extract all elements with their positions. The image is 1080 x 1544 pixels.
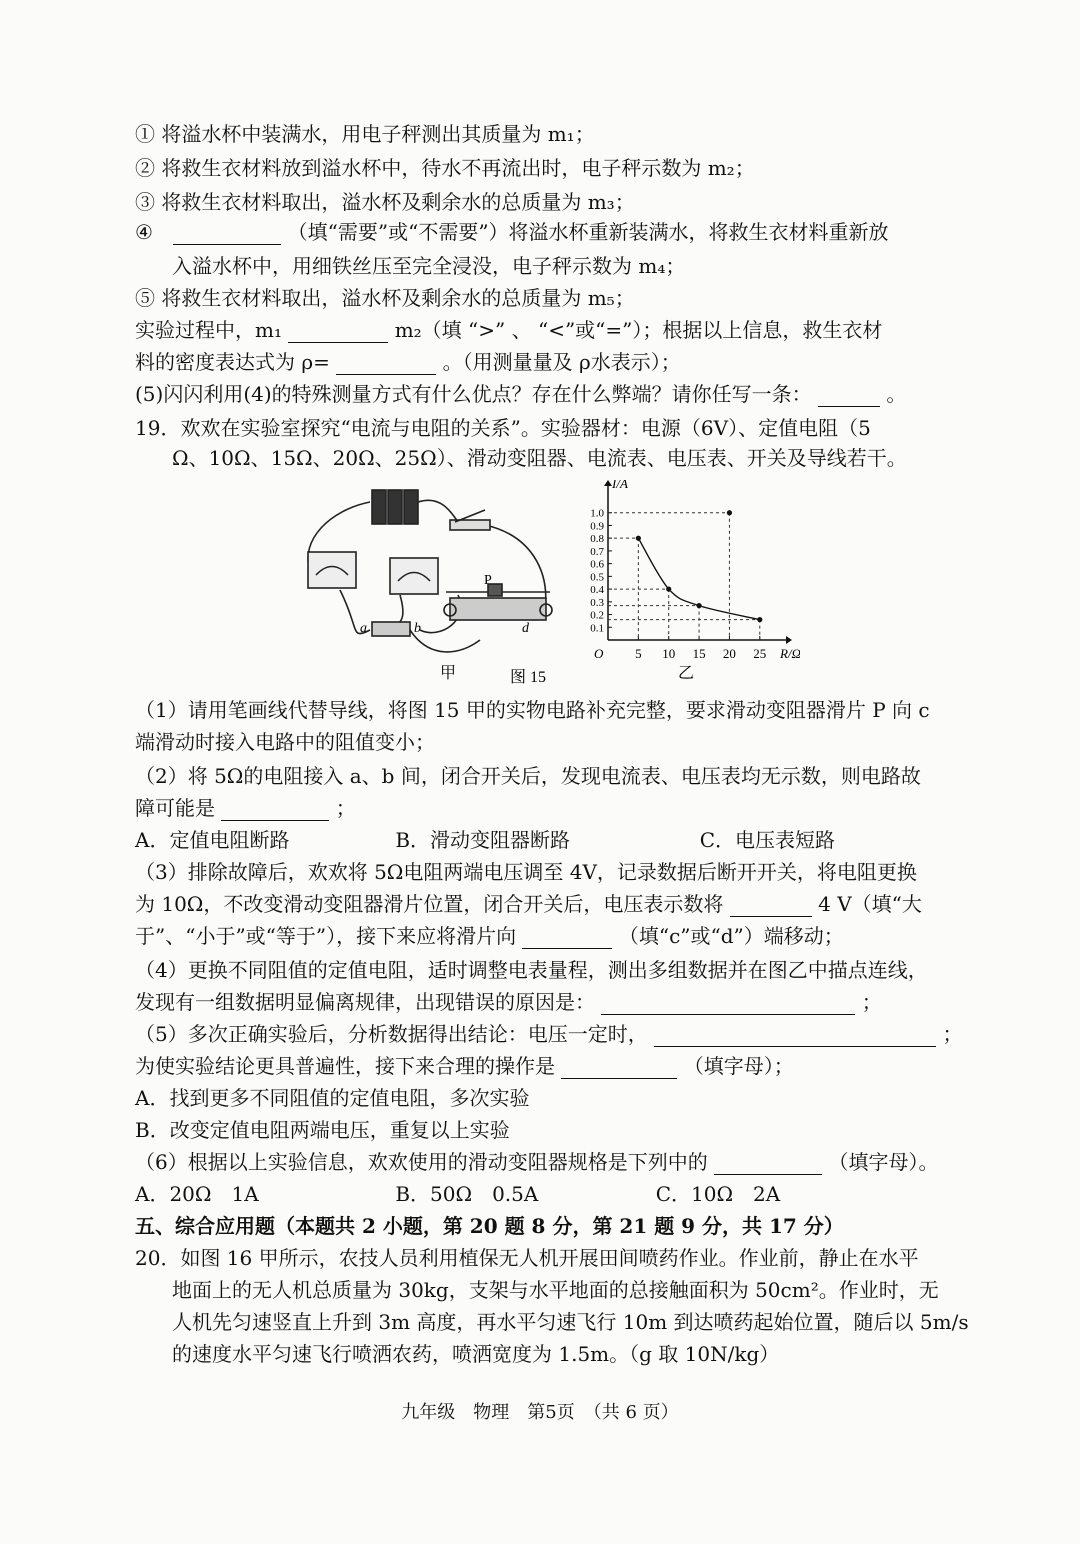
battery-cell (388, 490, 402, 524)
experiment-compare-a: 实验过程中，m₁ (135, 318, 282, 342)
answer-blank-need[interactable] (173, 220, 281, 245)
page-footer: 九年级 物理 第5页 （共 6 页） (401, 1402, 679, 1423)
answer-blank-compare[interactable] (288, 318, 388, 343)
part-3-text: 为 10Ω，不改变滑动变阻器滑片位置，闭合开关后，电压表示数将 (135, 892, 724, 916)
experiment-compare-b: m₂（填 “>” 、 “<”或“=”）；根据以上信息，救生衣材 (394, 318, 883, 342)
origin-label: O (594, 646, 604, 661)
figure-label-yi: 乙 (678, 665, 695, 682)
part-5-option-b[interactable]: B．改变定值电阻两端电压，重复以上实验 (135, 1118, 510, 1142)
part-3-end-2: （填“c”或“d”）端移动； (618, 924, 844, 948)
option-c[interactable]: C．电压表短路 (699, 828, 836, 852)
x-tick-label: 25 (753, 646, 767, 661)
part-6-options (135, 1178, 955, 1210)
y-tick-label: 0.5 (590, 571, 604, 584)
rheostat-body (450, 598, 546, 620)
step-4-text: （填“需要”或“不需要”）将溢水杯重新装满水，将救生衣材料重新放 (287, 220, 889, 244)
step-4-number: ④ (135, 220, 153, 244)
x-axis-label: R/Ω (780, 646, 800, 661)
part-5-option-a[interactable]: A．找到更多不同阻值的定值电阻，多次实验 (135, 1086, 530, 1110)
data-point (757, 617, 762, 622)
step-5: ⑤ 将救生衣材料取出，溢水杯及剩余水的总质量为 m₅； (135, 286, 635, 310)
part-3-line-1: （3）排除故障后，欢欢将 5Ω电阻两端电压调至 4V，记录数据后断开开关，将电阻更换 (135, 860, 917, 884)
x-tick-label: 10 (662, 646, 676, 661)
question-5-advantage (135, 378, 955, 410)
part-4-end: ； (861, 990, 882, 1014)
part-1-line-1: （1）请用笔画线代替导线，将图 15 甲的实物电路补充完整，要求滑动变阻器滑片 P 向 c (135, 698, 930, 722)
y-tick-label: 0.7 (590, 545, 604, 558)
figure-15 (300, 480, 800, 690)
part-2-text: 障可能是 (135, 796, 215, 820)
part-6-text: （6）根据以上实验信息，欢欢使用的滑动变阻器规格是下列中的 (135, 1150, 708, 1174)
part-2-line-2 (135, 792, 955, 824)
part-3-line-3 (135, 920, 955, 952)
answer-blank-advantage[interactable] (818, 382, 880, 407)
part-5-line-2 (135, 1050, 955, 1082)
density-expression-a: 料的密度表达式为 ρ= (135, 350, 330, 374)
part-1-line-2: 端滑动时接入电路中的阻值变小； (135, 730, 435, 754)
y-tick-label: 0.1 (590, 622, 604, 635)
y-tick-label: 0.4 (590, 584, 604, 597)
step-4 (135, 216, 955, 248)
experiment-compare (135, 314, 955, 346)
y-tick-label: 0.8 (590, 533, 604, 546)
density-expression (135, 346, 955, 378)
rheostat-option-c[interactable]: C．10Ω 2A (655, 1182, 781, 1206)
answer-blank-direction[interactable] (522, 924, 612, 949)
part-4-text: 发现有一组数据明显偏离规律，出现错误的原因是： (135, 990, 595, 1014)
battery-cell (404, 490, 418, 524)
part-4-line-1: （4）更换不同阻值的定值电阻，适时调整电表量程，测出多组数据并在图乙中描点连线， (135, 958, 928, 982)
part-6-line-1 (135, 1146, 955, 1178)
fixed-resistor (372, 622, 410, 636)
figure-label-jia: 甲 (440, 665, 457, 682)
data-point (696, 603, 701, 608)
part-2-end: ； (335, 796, 356, 820)
option-b[interactable]: B．滑动变阻器断路 (395, 828, 571, 852)
part-5-text: （5）多次正确实验后，分析数据得出结论：电压一定时， (135, 1022, 648, 1046)
figure-15-svg (300, 480, 800, 690)
answer-blank-operation[interactable] (561, 1054, 677, 1079)
part-5-end-2: （填字母）； (683, 1054, 794, 1078)
current-resistance-graph (590, 480, 800, 661)
part-2-options (135, 824, 955, 856)
data-point (636, 536, 641, 541)
part-6-end: （填字母）。 (828, 1150, 939, 1174)
question-20-line-1: 20．如图 16 甲所示，农技人员利用植保无人机开展田间喷药作业。作业前，静止在水平 (135, 1246, 919, 1270)
option-a[interactable]: A．定值电阻断路 (135, 828, 290, 852)
answer-blank-fault[interactable] (221, 796, 329, 821)
step-3: ③ 将救生衣材料取出，溢水杯及剩余水的总质量为 m₃； (135, 190, 635, 214)
x-tick-label: 5 (635, 646, 642, 661)
y-tick-label: 0.9 (590, 520, 604, 533)
circuit-label-b: b (414, 621, 421, 636)
y-tick-label: 0.2 (590, 609, 604, 622)
step-1: ① 将溢水杯中装满水，用电子秤测出其质量为 m₁； (135, 122, 595, 146)
x-axis-arrow (786, 636, 792, 644)
circuit-diagram (308, 490, 552, 652)
y-tick-label: 0.3 (590, 596, 604, 609)
data-point (727, 510, 732, 515)
part-3-text-2: 于”、“小于”或“等于”），接下来应将滑片向 (135, 924, 517, 948)
y-axis-label: I/A (612, 480, 628, 491)
figure-caption: 图 15 (510, 669, 547, 686)
part-5-end: ； (942, 1022, 963, 1046)
answer-blank-conclusion[interactable] (654, 1022, 936, 1047)
part-5-line-1 (135, 1018, 963, 1050)
question-20-line-2: 地面上的无人机总质量为 30kg，支架与水平地面的总接触面积为 50cm²。作业时，无 (172, 1278, 939, 1302)
answer-blank-rheostat[interactable] (714, 1150, 822, 1175)
question-5-text: (5)闪闪利用(4)的特殊测量方式有什么优点？存在什么弊端？请你任写一条： (135, 382, 812, 406)
ammeter (308, 552, 356, 588)
circuit-label-d: d (522, 621, 529, 636)
question-19-header-cont: Ω、10Ω、15Ω、20Ω、25Ω）、滑动变阻器、电流表、电压表、开关及导线若干。 (172, 446, 907, 470)
question-5-end: 。 (886, 382, 907, 406)
battery-cell (372, 490, 386, 524)
answer-blank-voltage[interactable] (730, 892, 812, 917)
y-tick-label: 0.6 (590, 558, 604, 571)
step-4-continuation: 入溢水杯中，用细铁丝压至完全浸没，电子秤示数为 m₄； (172, 254, 686, 278)
part-2-line-1: （2）将 5Ω的电阻接入 a、b 间，闭合开关后，发现电流表、电压表均无示数，则电路故 (135, 764, 921, 788)
question-19-header: 19．欢欢在实验室探究“电流与电阻的关系”。实验器材：电源（6V）、定值电阻（5 (135, 416, 871, 440)
part-5-text-2: 为使实验结论更具普遍性，接下来合理的操作是 (135, 1054, 555, 1078)
circuit-label-a: a (360, 621, 367, 636)
question-20-line-4: 的速度水平匀速飞行喷洒农药，喷洒宽度为 1.5m。（g 取 10N/kg） (172, 1342, 780, 1366)
part-3-end: 4 V（填“大 (818, 892, 922, 916)
section-5-heading: 五、综合应用题（本题共 2 小题，第 20 题 8 分，第 21 题 9 分，共 17 分） (135, 1214, 844, 1238)
rheostat-option-a[interactable]: A．20Ω 1A (135, 1182, 259, 1206)
y-tick-label: 1.0 (590, 507, 604, 520)
part-3-line-2 (135, 888, 955, 920)
density-expression-b: 。（用测量量及 ρ水表示）； (442, 350, 681, 374)
question-20-line-3: 人机先匀速竖直上升到 3m 高度，再水平匀速飞行 10m 到达喷药起始位置，随后以 5m/s (172, 1310, 969, 1334)
circuit-label-p: P (484, 573, 492, 588)
answer-blank-error-reason[interactable] (601, 990, 855, 1015)
x-tick-label: 20 (722, 646, 736, 661)
x-tick-label: 15 (692, 646, 706, 661)
rheostat-option-b[interactable]: B．50Ω 0.5A (395, 1182, 539, 1206)
answer-blank-density[interactable] (336, 350, 436, 375)
part-4-line-2 (135, 986, 955, 1018)
step-2: ② 将救生衣材料放到溢水杯中，待水不再流出时，电子秤示数为 m₂； (135, 156, 755, 180)
data-point (666, 586, 671, 591)
voltmeter (390, 558, 438, 594)
y-axis-arrow (604, 480, 612, 486)
